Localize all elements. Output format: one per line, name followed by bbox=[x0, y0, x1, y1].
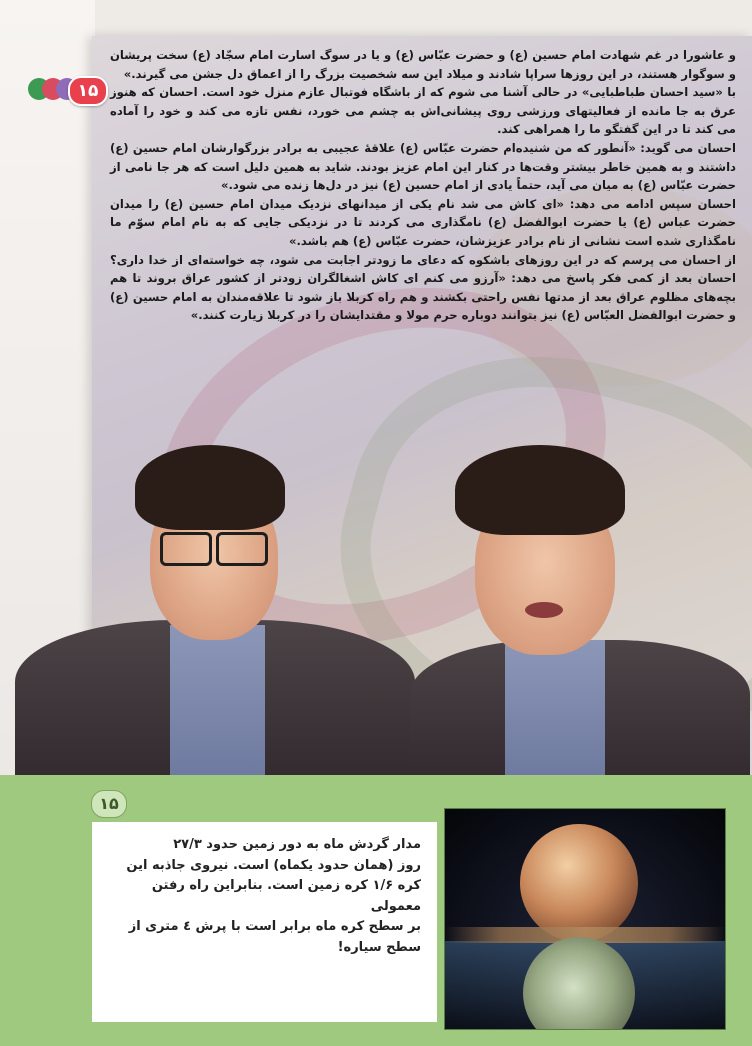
article-paragraph: و عاشورا در غم شهادت امام حسین (ع) و حضرت عبّاس (ع) و یا در سوگ اسارت امام سجّاد (ع) سخت پریشان و سوگوار هستند، در این روزها سراپا شادند و میلاد این سه شخصیت بزرگ را از اعماق دل جشن می گیرند.» bbox=[110, 48, 736, 81]
shirt bbox=[505, 640, 605, 775]
fact-line: بر سطح کره ماه برابر است با پرش ٤ متری از bbox=[128, 919, 421, 934]
fact-line: کره ۱/۶ کره زمین است. بنابراین راه رفتن معمولی bbox=[151, 878, 421, 914]
fact-line: روز (همان حدود یکماه) است. نیروی جاذبه این bbox=[126, 857, 421, 873]
fact-line: مدار گردش ماه به دور زمین حدود ۲۷/۳ bbox=[173, 837, 421, 852]
moon-icon bbox=[520, 824, 638, 942]
glasses-icon bbox=[160, 532, 212, 566]
portrait-smiling bbox=[400, 430, 752, 775]
page-number-badge: ۱۵ bbox=[68, 76, 108, 106]
fact-text bbox=[105, 835, 421, 958]
article-paragraph: با «سید احسان طباطبایی» در حالی آشنا می شوم که از باشگاه فوتبال عازم منزل خود است. احسان که هنوز عرق به جا مانده از فعالیتهای ورزشی روی پیشانی‌اش به چشم می خورد، نفس تازه می کند و خود را آماده می کند تا در این گفتگو ما را همراهی کند. bbox=[110, 85, 736, 137]
article-paragraph: احسان سپس ادامه می دهد: «ای کاش می شد نام یکی از میدانهای نزدیک میدان امام حسین (ع) را میدان حضرت عباس (ع) یا حضرت ابوالفضل (ع) نامگذاری می کردند تا در نزدیکی جایی که به نام امام سوّم ما نامگذاری شده است نشانی از نام برادر عزیزشان، حضرت عبّاس (ع) هم باشد.» bbox=[110, 196, 736, 248]
mouth bbox=[525, 602, 563, 618]
article-paragraph: احسان می گوید: «آنطور که من شنیده‌ام حضرت عبّاس (ع) علاقهٔ عجیبی به برادر بزرگوارشان امام حسین (ع) داشتند و به همین خاطر بیشتر وقت‌ها در کنار این امام عزیز بودند. شاید به همین دلیل است که هر جا نامی از حضرت عبّاس (ع) به میان می آید، حتماً یادی از امام حسین (ع) نیز در دل‌ها زنده می شود.» bbox=[110, 140, 736, 193]
moon-reflection-image bbox=[444, 808, 726, 1030]
glasses-icon bbox=[216, 532, 268, 566]
hair bbox=[455, 445, 625, 535]
fact-number-badge: ۱۵ bbox=[91, 790, 127, 818]
article-paragraph: از احسان می پرسم که در این روزهای باشکوه که دعای ما زودتر اجابت می شود، چه خواسته‌ای از خدا داری؟ احسان بعد از کمی فکر پاسخ می دهد: «آرزو می کنم ای کاش اشغالگران زودتر از کشور عراق بروند تا هم بچه‌های مظلوم عراق بعد از مدتها نفس راحتی بکشند و هم راه کربلا باز شود تا علاقه‌مندان به امام حسین (ع) و حضرت ابوالفضل العبّاس (ع) نیز بتوانند دوباره حرم مولا و مقتدایشان را در کربلا زیارت کنند.» bbox=[110, 252, 736, 323]
shirt bbox=[170, 625, 265, 775]
fact-line: سطح سیاره! bbox=[337, 939, 421, 955]
portrait-with-glasses bbox=[10, 420, 420, 775]
hair bbox=[135, 445, 285, 530]
article-body bbox=[110, 46, 736, 325]
